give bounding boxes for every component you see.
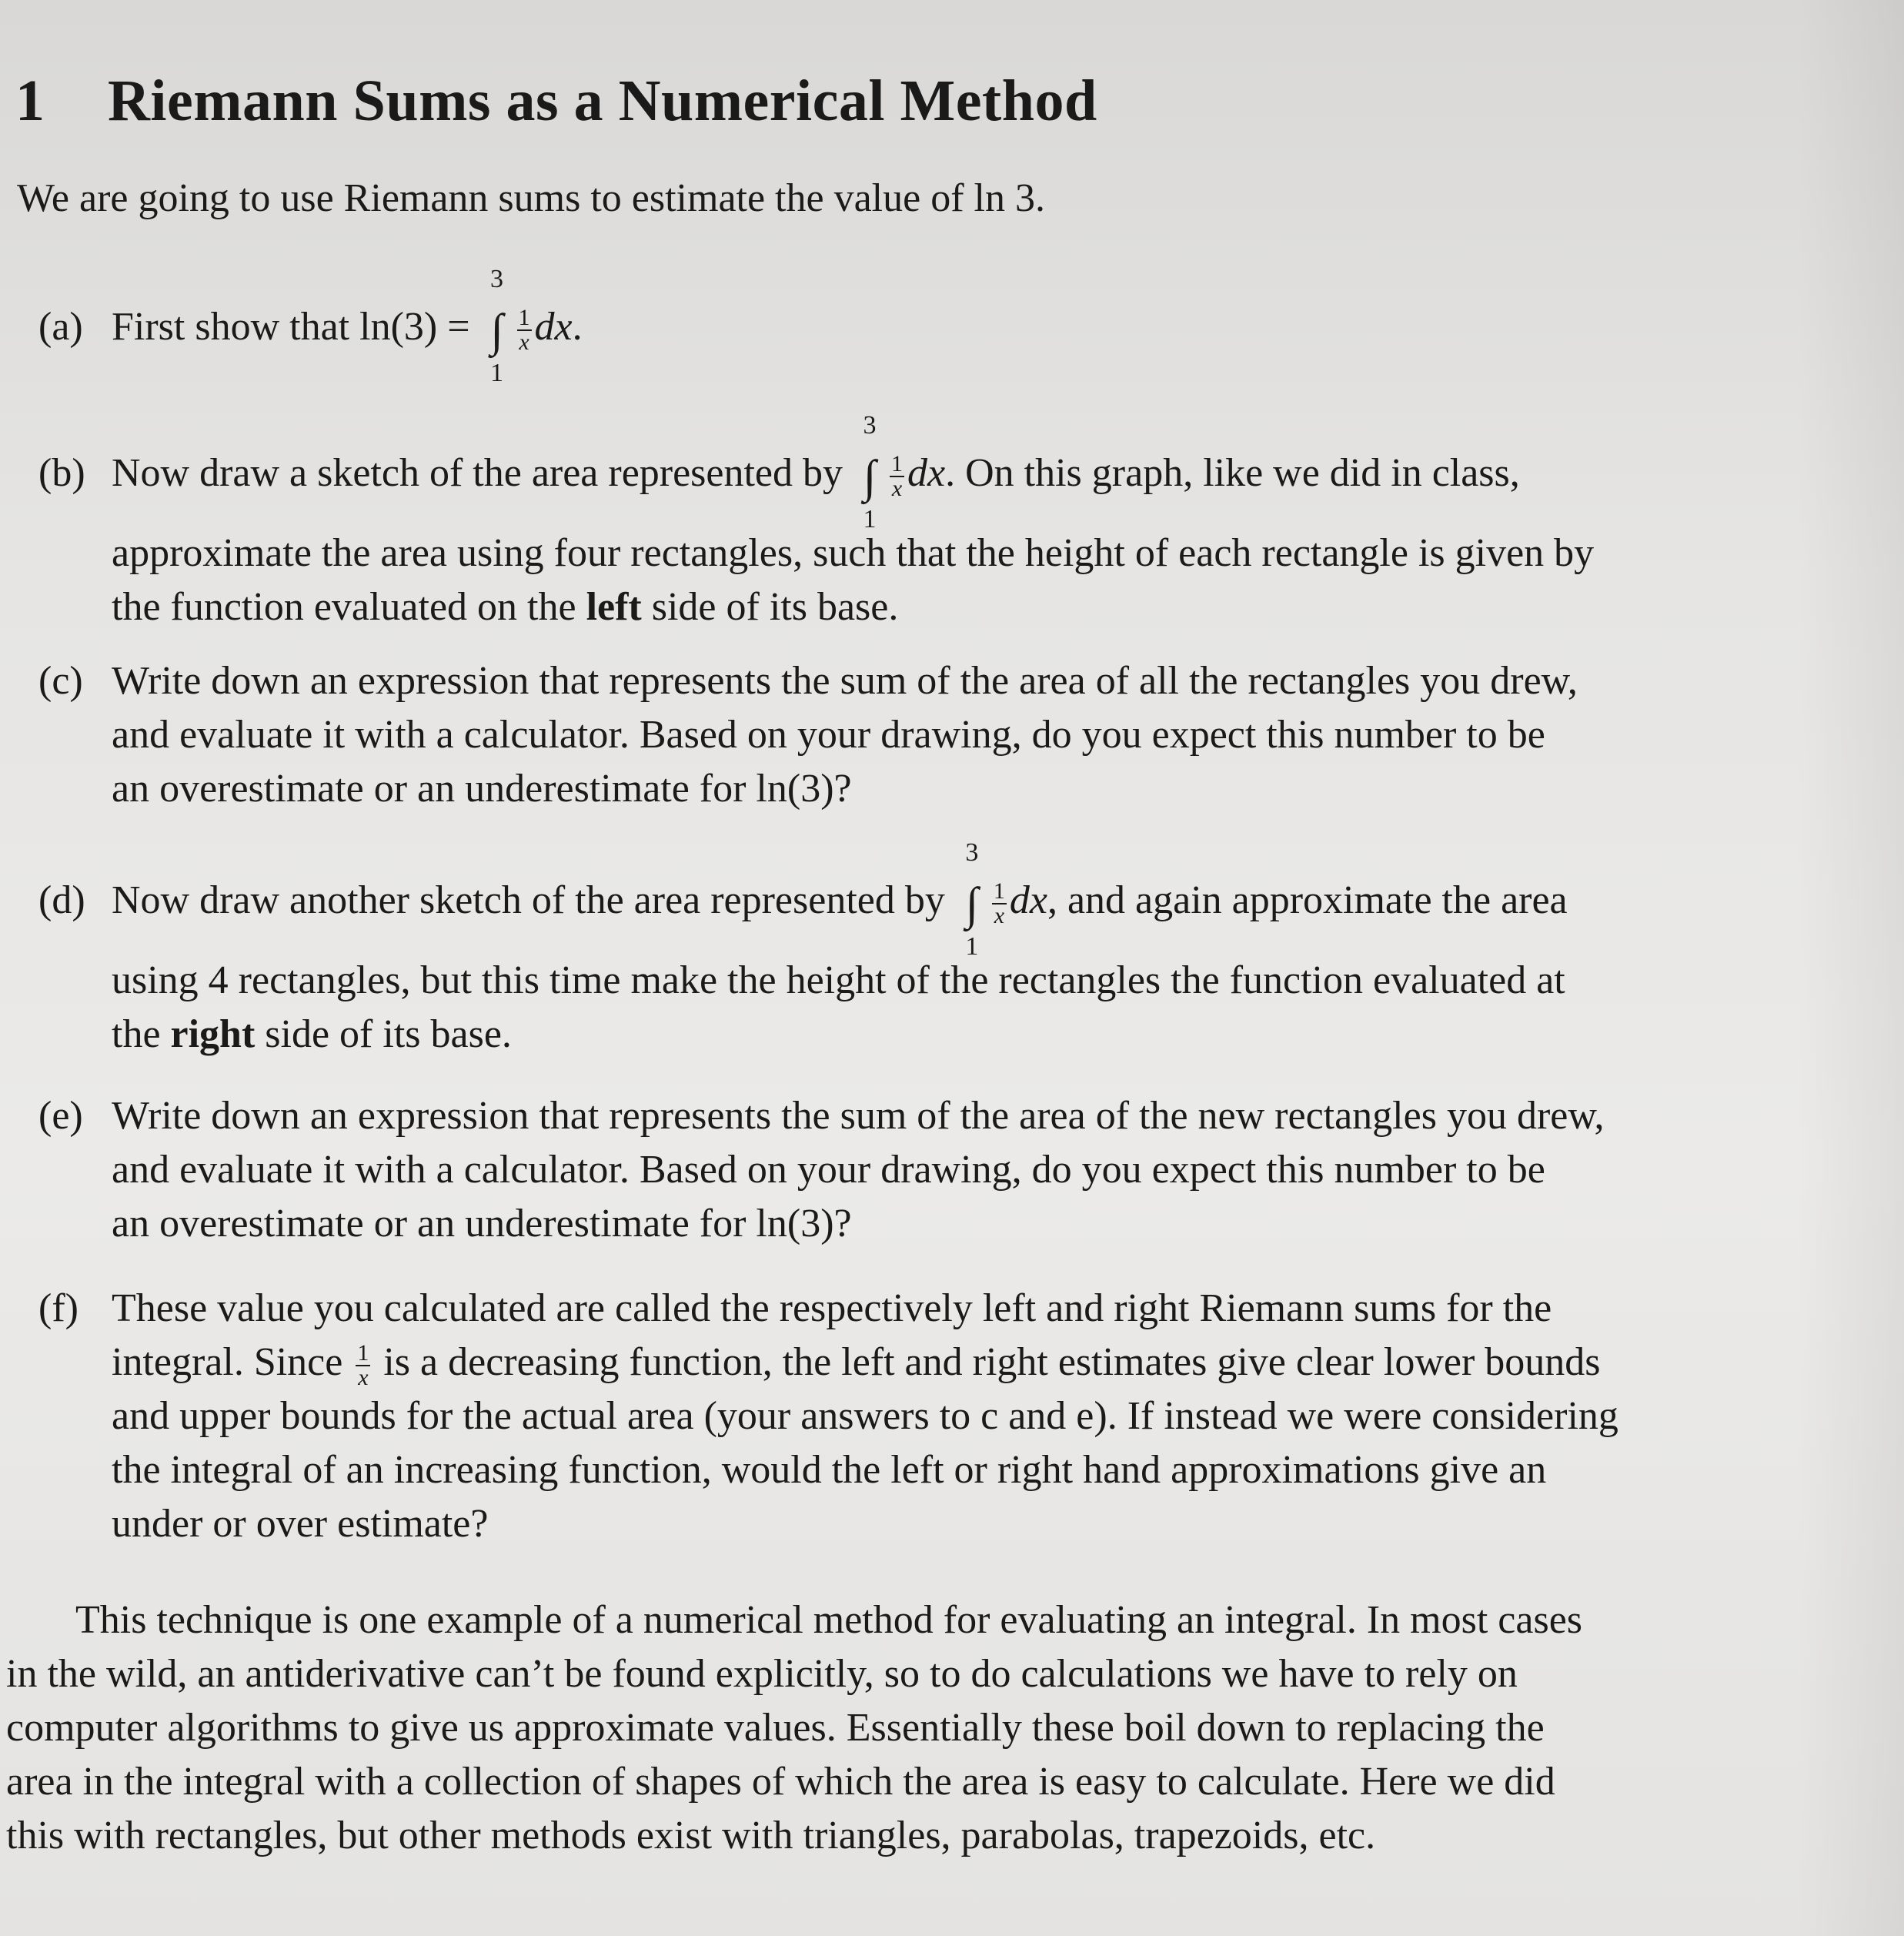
emphasis-left: left — [586, 585, 642, 630]
question-label: (e) — [38, 1094, 83, 1138]
question-label: (b) — [38, 451, 85, 495]
differential: dx — [907, 451, 946, 495]
fraction: $\frac{1}{x}$ — [891, 451, 904, 502]
fraction: $\frac{1}{x}$ — [993, 878, 1005, 929]
question-text: under or over estimate? — [112, 1502, 489, 1546]
closing-paragraph — [6, 1593, 1807, 1863]
question-text: and evaluate it with a calculator. Based on your drawing, do you expect this number to be — [112, 1148, 1545, 1192]
question-text: an overestimate or an underestimate for ln(3)? — [112, 1202, 852, 1246]
question-text: and upper bounds for the actual area (your answers to c and e). If instead we were considering — [112, 1394, 1618, 1439]
question-e — [38, 1089, 1809, 1251]
differential: dx — [1009, 878, 1047, 922]
question-text: and evaluate it with a calculator. Based on your drawing, do you expect this number to be — [112, 713, 1545, 757]
page-shadow — [1796, 0, 1904, 1936]
differential: dx — [534, 305, 573, 349]
fraction: $\frac{1}{x}$ — [518, 305, 530, 356]
question-text: First show that ln(3) = — [112, 305, 470, 349]
question-label: (d) — [38, 878, 85, 922]
question-text: approximate the area using four rectangles, such that the height of each rectangle is given by — [112, 531, 1595, 576]
section-title: Riemann Sums as a Numerical Method — [108, 69, 1097, 133]
section-heading — [15, 68, 1097, 135]
question-text: These value you calculated are called the respectively left and right Riemann sums for the — [112, 1286, 1552, 1330]
fraction: $\frac{1}{x}$ — [357, 1340, 369, 1391]
question-text: an overestimate or an underestimate for ln(3)? — [112, 767, 852, 811]
question-label: (c) — [38, 659, 83, 703]
paragraph-line: area in the integral with a collection of shapes of which the area is easy to calculate. Here we did — [6, 1760, 1555, 1804]
question-text: Now draw another sketch of the area represented by — [112, 878, 945, 922]
question-text: the integral of an increasing function, would the left or right hand approximations give an — [112, 1448, 1547, 1493]
section-number: 1 — [15, 69, 45, 133]
question-d: (d) Now draw another sketch of the area represented by 3 ∫ 1 $\frac{1}{x}$ dx, and again approximate the area using 4 rectangles, but this time make the height of the rectangles the function evaluated at the right side of its base. — [38, 874, 1809, 1062]
question-b: (b) Now draw a sketch of the area represented by 3 ∫ 1 $\frac{1}{x}$ dx. On this graph, like we did in class, approximate the area using four rectangles, such that the height of each rectangle is given by the function evaluated on the left side of its base. — [38, 446, 1809, 634]
question-a: (a) First show that ln(3) = 3 ∫ 1 $\frac{1}{x}$ dx. — [38, 265, 583, 388]
question-text: using 4 rectangles, but this time make the height of the rectangles the function evaluated at — [112, 958, 1565, 1003]
question-text: Write down an expression that represents the sum of the area of all the rectangles you drew, — [112, 659, 1578, 703]
question-text: Write down an expression that represents the sum of the area of the new rectangles you drew, — [112, 1094, 1605, 1138]
emphasis-right: right — [170, 1012, 256, 1057]
paragraph-line: computer algorithms to give us approximate values. Essentially these boil down to replacing the — [6, 1706, 1545, 1750]
integral-sign: 3 ∫ 1 — [490, 265, 504, 388]
paragraph-line: this with rectangles, but other methods exist with triangles, parabolas, trapezoids, etc. — [6, 1814, 1376, 1857]
intro-paragraph: We are going to use Riemann sums to estimate the value of ln 3. — [17, 176, 1045, 220]
integral-sign: 3 ∫ 1 — [863, 411, 877, 534]
question-label: (f) — [38, 1286, 78, 1330]
question-text: Now draw a sketch of the area represented by — [112, 451, 843, 495]
paragraph-line: This technique is one example of a numerical method for evaluating an integral. In most cases — [75, 1598, 1583, 1642]
question-f: (f) These value you calculated are called the respectively left and right Riemann sums for the integral. Since $\frac{1}{x}$ is a decreasing function, the left and right estimates give clear lower bounds and upper bounds for the actual area (your answers to c and e). If instead we were considering the integral of an increasing function, would the left or right hand approximations give an under or over estimate? — [38, 1282, 1809, 1551]
question-label: (a) — [38, 305, 83, 349]
integral-sign: 3 ∫ 1 — [965, 838, 979, 961]
question-c — [38, 654, 1809, 816]
paragraph-line: in the wild, an antiderivative can’t be found explicitly, so to do calculations we have to rely on — [6, 1652, 1518, 1696]
